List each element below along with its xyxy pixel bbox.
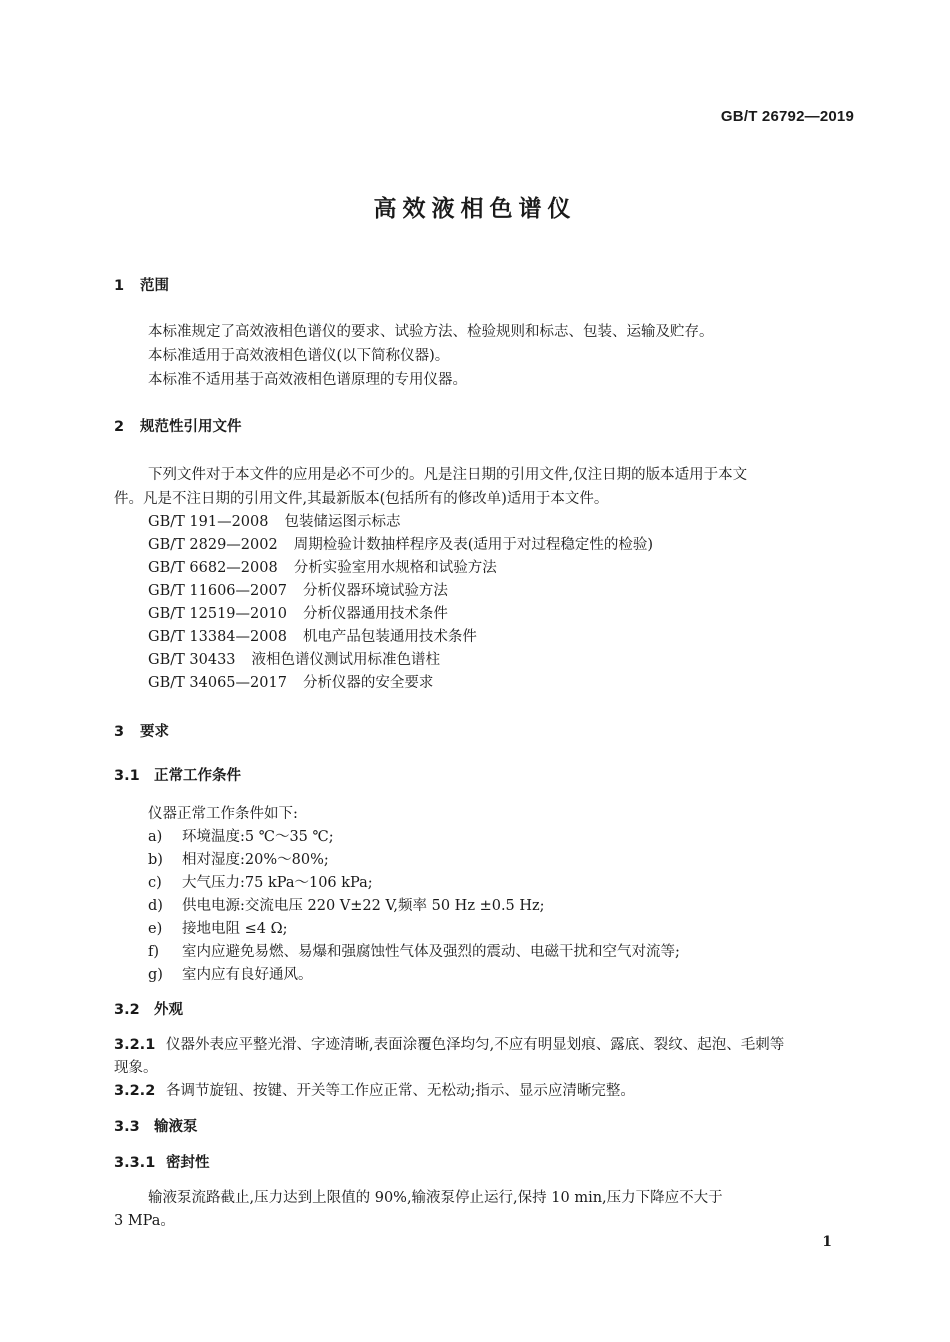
section-1-heading	[114, 274, 169, 295]
references-intro-line-1: 下列文件对于本文件的应用是必不可少的。凡是注日期的引用文件,仅注日期的版本适用于本文	[148, 467, 748, 483]
clause-3-2-1	[114, 1033, 784, 1054]
section-number: 3.3.1	[114, 1155, 156, 1171]
section-2-heading	[114, 415, 242, 436]
condition-item	[148, 894, 545, 915]
scope-paragraph-3: 本标准不适用基于高效液相色谱原理的专用仪器。	[148, 372, 467, 388]
section-number: 3.3	[114, 1119, 140, 1135]
reference-title: 周期检验计数抽样程序及表(适用于对过程稳定性的检验)	[293, 537, 654, 553]
section-title: 输液泵	[154, 1119, 198, 1135]
condition-item	[148, 825, 334, 846]
item-text: 室内应有良好通风。	[182, 967, 313, 983]
reference-code: GB/T 12519—2010	[148, 606, 287, 622]
section-number: 3.2	[114, 1002, 140, 1018]
section-title: 要求	[140, 724, 169, 740]
reference-item	[148, 533, 653, 554]
scope-paragraph-2: 本标准适用于高效液相色谱仪(以下简称仪器)。	[148, 348, 450, 364]
item-marker: e)	[148, 921, 163, 937]
item-text: 供电电源:交流电压 220 V±22 V,频率 50 Hz ±0.5 Hz;	[182, 898, 545, 914]
reference-code: GB/T 30433	[148, 652, 236, 668]
seal-paragraph-line-2: 3 MPa。	[114, 1213, 175, 1229]
item-text: 接地电阻 ≤4 Ω;	[182, 921, 288, 937]
section-title: 规范性引用文件	[140, 419, 242, 435]
clause-3-2-2	[114, 1079, 635, 1100]
section-3-2-heading	[114, 998, 183, 1019]
document-title: 高效液相色谱仪	[373, 196, 577, 222]
seal-paragraph-line-1: 输液泵流路截止,压力达到上限值的 90%,输液泵停止运行,保持 10 min,压力下降应不大于	[148, 1190, 723, 1206]
section-title: 正常工作条件	[154, 768, 241, 784]
reference-code: GB/T 2829—2002	[148, 537, 278, 553]
reference-item	[148, 510, 400, 531]
section-3-3-heading	[114, 1115, 198, 1136]
clause-3-2-1-line-2: 现象。	[114, 1060, 158, 1076]
section-number: 3.1	[114, 768, 140, 784]
section-title: 密封性	[166, 1155, 210, 1171]
reference-code: GB/T 13384—2008	[148, 629, 287, 645]
section-title: 范围	[140, 278, 169, 294]
reference-title: 液相色谱仪测试用标准色谱柱	[251, 652, 441, 668]
reference-item	[148, 602, 448, 623]
reference-item	[148, 671, 433, 692]
item-marker: g)	[148, 967, 163, 983]
reference-item	[148, 556, 497, 577]
item-marker: f)	[148, 944, 160, 960]
clause-number: 3.2.2	[114, 1083, 156, 1099]
section-3-1-heading	[114, 764, 241, 785]
conditions-intro: 仪器正常工作条件如下:	[148, 806, 298, 822]
item-text: 大气压力:75 kPa～106 kPa;	[182, 875, 373, 891]
section-title: 外观	[154, 1002, 183, 1018]
condition-item	[148, 848, 329, 869]
reference-code: GB/T 11606—2007	[148, 583, 287, 599]
clause-text: 各调节旋钮、按键、开关等工作应正常、无松动;指示、显示应清晰完整。	[166, 1083, 635, 1099]
scope-paragraph-1: 本标准规定了高效液相色谱仪的要求、试验方法、检验规则和标志、包装、运输及贮存。	[148, 324, 714, 340]
condition-item	[148, 940, 680, 961]
item-marker: c)	[148, 875, 162, 891]
reference-title: 包装储运图示标志	[284, 514, 401, 530]
reference-item	[148, 625, 477, 646]
condition-item	[148, 917, 288, 938]
reference-code: GB/T 6682—2008	[148, 560, 278, 576]
section-number: 3	[114, 724, 125, 740]
clause-text: 仪器外表应平整光滑、字迹清晰,表面涂覆色泽均匀,不应有明显划痕、露底、裂纹、起泡、毛刺等	[166, 1037, 785, 1053]
reference-item	[148, 579, 448, 600]
item-text: 环境温度:5 ℃～35 ℃;	[182, 829, 334, 845]
item-text: 室内应避免易燃、易爆和强腐蚀性气体及强烈的震动、电磁干扰和空气对流等;	[182, 944, 680, 960]
reference-title: 分析仪器的安全要求	[302, 675, 434, 691]
references-intro-line-2: 件。凡是不注日期的引用文件,其最新版本(包括所有的修改单)适用于本文件。	[114, 491, 609, 507]
reference-item	[148, 648, 440, 669]
section-number: 2	[114, 419, 125, 435]
reference-title: 分析仪器通用技术条件	[302, 606, 448, 622]
condition-item	[148, 963, 313, 984]
page-number: 1	[822, 1234, 832, 1250]
reference-code: GB/T 191—2008	[148, 514, 269, 530]
reference-code: GB/T 34065—2017	[148, 675, 287, 691]
item-marker: d)	[148, 898, 163, 914]
item-marker: a)	[148, 829, 163, 845]
item-marker: b)	[148, 852, 163, 868]
reference-title: 分析实验室用水规格和试验方法	[293, 560, 497, 576]
clause-number: 3.2.1	[114, 1037, 156, 1053]
section-3-heading	[114, 720, 169, 741]
document-code: GB/T 26792—2019	[720, 108, 854, 125]
reference-title: 机电产品包装通用技术条件	[302, 629, 477, 645]
section-number: 1	[114, 278, 125, 294]
reference-title: 分析仪器环境试验方法	[302, 583, 448, 599]
section-3-3-1-heading	[114, 1151, 210, 1172]
item-text: 相对湿度:20%～80%;	[182, 852, 329, 868]
condition-item	[148, 871, 373, 892]
